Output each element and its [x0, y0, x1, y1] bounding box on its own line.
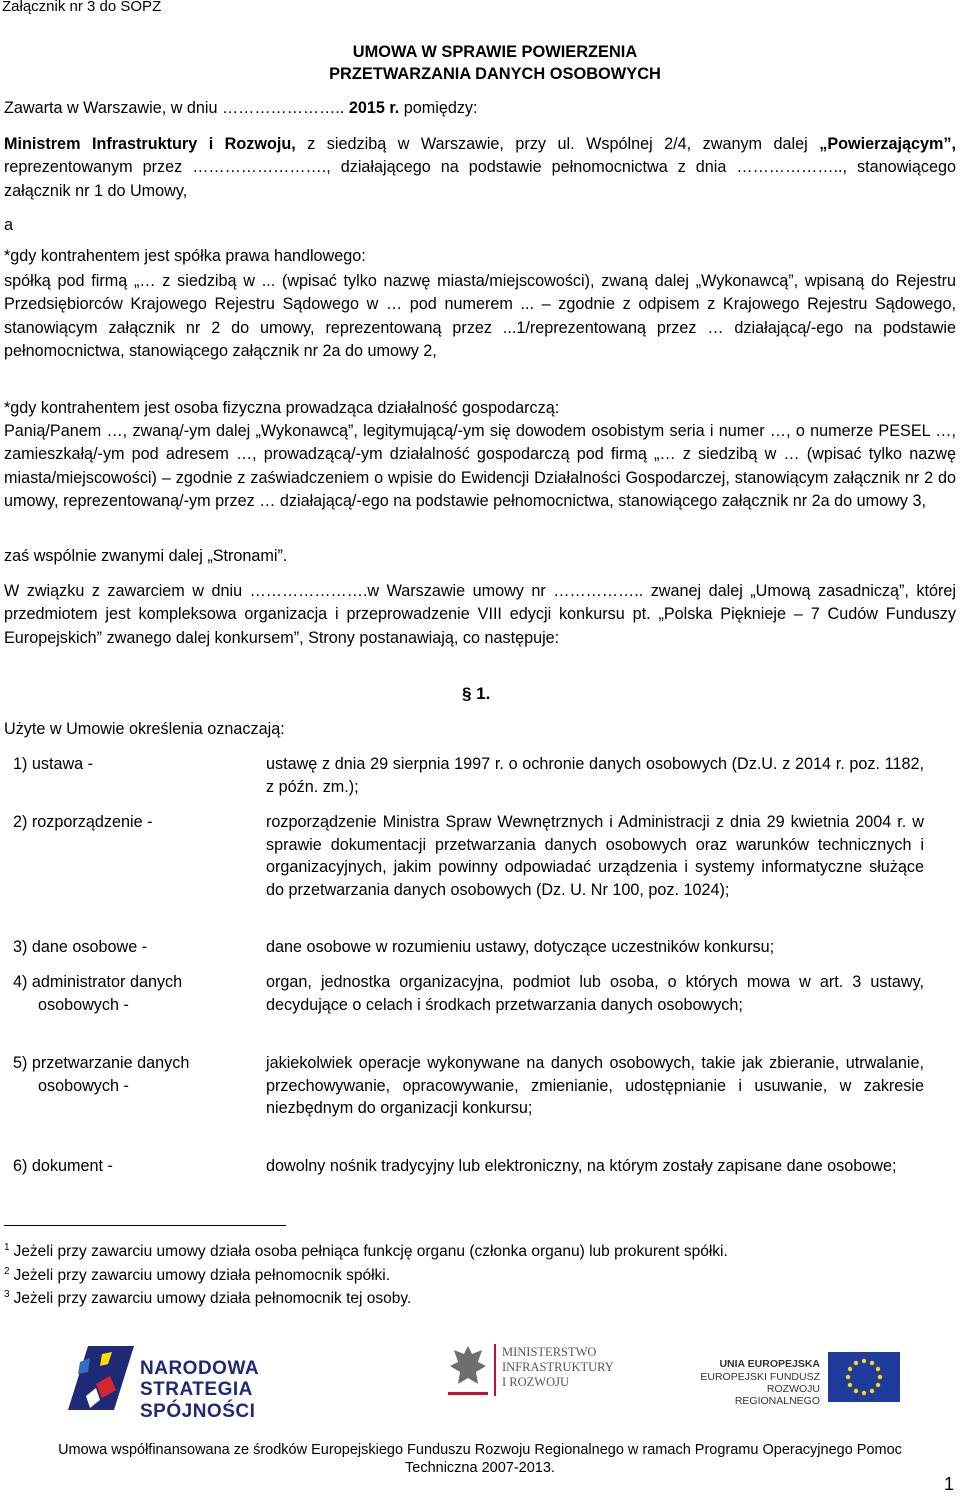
company-heading: *gdy kontrahentem jest spółka prawa handlowego:: [4, 247, 366, 265]
footnote: $^1$ Jeżeli przy zawarciu umowy działa osoba pełniąca funkcję organu (członka organu) lub prokurent spółki.: [4, 1242, 728, 1260]
footer-text: [0, 1441, 960, 1477]
minister-paragraph: Ministrem Infrastruktury i Rozwoju, z siedzibą w Warszawie, przy ul. Wspólnej 2/4, zwanym dalej „Powierzającym”, reprezentowanym przez ……………………., działającego na podstawie pełnomocnictwa z dnia ……………….., stanowiącego załącznik nr 1 do Umowy,: [4, 135, 956, 200]
footer-line-2: Techniczna 2007-2013.: [405, 1460, 555, 1476]
parties-line: zaś wspólnie zwanymi dalej „Stronami”.: [4, 547, 288, 565]
ministry-line-3: I ROZWOJU: [502, 1375, 570, 1389]
context-paragraph: W związku z zawarciem w dniu ………………….w Warszawie umowy nr …………….. zwanej dalej „Umową zasadniczą”, której przedmiotem jest kompleksowa organizacja i przeprowadzenie VIII edycji konkursu pt. „Polska Pięknieje – 7 Cudów Funduszy Europejskich” zwanego dalej konkursem”, Strony postanawiają, co następuje:: [4, 582, 956, 647]
definition-term: 4) administrator danych osobowych -: [13, 973, 183, 1014]
page-number: 1: [944, 1474, 955, 1494]
definition-text: ustawę z dnia 29 sierpnia 1997 r. o ochronie danych osobowych (Dz.U. z 2014 r. poz. 1182, z późn. zm.);: [266, 755, 924, 796]
ministry-line-2: INFRASTRUKTURY: [502, 1360, 614, 1374]
footer-line-1: Umowa współfinansowana ze środków Europejskiego Funduszu Rozwoju Regionalnego w ramach Programu Operacyjnego Pomoc: [58, 1442, 902, 1458]
eu-flag-icon: [828, 1352, 900, 1402]
nss-title-1: NARODOWA: [140, 1358, 260, 1379]
ministry-logo: [448, 1344, 648, 1404]
nss-title-2: STRATEGIA SPÓJNOŚCI: [140, 1379, 256, 1422]
person-heading: *gdy kontrahentem jest osoba fizyczna prowadząca działalność gospodarczą:: [4, 399, 560, 417]
definition-text: dowolny nośnik tradycyjny lub elektroniczny, na którym zostały zapisane dane osobowe;: [266, 1157, 897, 1175]
definition-term: 1) ustawa -: [13, 755, 94, 773]
definition-term: 3) dane osobowe -: [13, 938, 148, 956]
eu-line-3: ROZWOJU REGIONALNEGO: [734, 1383, 820, 1407]
and-label: a: [4, 216, 14, 234]
definition-term: 2) rozporządzenie -: [13, 813, 153, 831]
footnote: $^3$ Jeżeli przy zawarciu umowy działa pełnomocnik tej osoby.: [4, 1289, 412, 1307]
definition-text: rozporządzenie Ministra Spraw Wewnętrznych i Administracji z dnia 29 kwietnia 2004 r. w sprawie dokumentacji przetwarzania danych osobowych oraz warunków technicznych i organizacyjnych, jakim powinny odpowiadać urządzenia i systemy informatyczne służące do przetwarzania danych osobowych (Dz. U. Nr 100, poz. 1024);: [266, 813, 924, 899]
definition-text: organ, jednostka organizacyjna, podmiot lub osoba, o których mowa w art. 3 ustawy, decydujące o celach i środkach przetwarzania danych osobowych;: [266, 973, 924, 1014]
section-mark: § 1.: [462, 684, 491, 703]
footnote-separator: [4, 1225, 286, 1226]
document-title: [0, 41, 960, 85]
attachment-label: Załącznik nr 3 do SOPZ: [2, 0, 162, 15]
eu-line-2: EUROPEJSKI FUNDUSZ: [700, 1371, 820, 1383]
title-line-2: PRZETWARZANIA DANYCH OSOBOWYCH: [329, 65, 661, 83]
definition-term: 6) dokument -: [13, 1157, 113, 1175]
eu-logo: [700, 1352, 930, 1412]
footnote: $^2$ Jeżeli przy zawarciu umowy działa pełnomocnik spółki.: [4, 1266, 391, 1284]
nss-emblem-icon: [66, 1338, 136, 1418]
definition-term: 5) przetwarzanie danych osobowych -: [13, 1054, 190, 1095]
company-paragraph: spółką pod firmą „… z siedzibą w ... (wpisać tylko nazwę miasta/miejscowości), zwaną dalej „Wykonawcą”, wpisaną do Rejestru Przedsiębiorców Krajowego Rejestru Sądowego w … pod numerem ... – zgodnie z odpisem z Krajowego Rejestru Sądowego, stanowiącym załącznik nr 2 do umowy, reprezentowaną przez ...1/reprezentowaną przez … działającą/-ego na podstawie pełnomocnictwa, stanowiącego załącznik nr 2a do umowy 2,: [4, 272, 956, 361]
ministry-line-1: MINISTERSTWO: [502, 1345, 597, 1359]
definition-text: jakiekolwiek operacje wykonywane na danych osobowych, takie jak zbieranie, utrwalanie, przechowywanie, opracowywanie, zmienianie, udostępnianie i usuwanie, w zakresie niezbędnym do organizacji konkursu;: [266, 1054, 924, 1118]
ministry-divider: [494, 1344, 496, 1396]
person-paragraph: Panią/Panem …, zwaną/-ym dalej „Wykonawcą”, legitymującą/-ym się dowodem osobistym seria i numer …, o numerze PESEL …, zamieszkałą/-ym pod adresem …, prowadzącą/-ym działalność gospodarczą pod firmą „… z siedzibą w … (wpisać tylko nazwę miasta/miejscowości) – zgodnie z zaświadczeniem o wpisie do Ewidencji Działalności Gospodarczej, stanowiącym załącznik nr 2 do umowy, reprezentowaną/-ym przez … działającą/-ego na podstawie pełnomocnictwa, stanowiącego załącznik nr 2a do umowy 3,: [4, 422, 956, 511]
concluded-line: Zawarta w Warszawie, w dniu ………………….. 2015 r. pomiędzy:: [4, 99, 478, 117]
eagle-emblem-icon: [448, 1344, 488, 1396]
definition-text: dane osobowe w rozumieniu ustawy, dotyczące uczestników konkursu;: [266, 938, 775, 956]
title-line-1: UMOWA W SPRAWIE POWIERZENIA: [352, 43, 638, 61]
definitions-lead: Użyte w Umowie określenia oznaczają:: [4, 720, 285, 738]
nss-logo: [66, 1338, 346, 1422]
eu-line-1: UNIA EUROPEJSKA: [719, 1358, 820, 1370]
